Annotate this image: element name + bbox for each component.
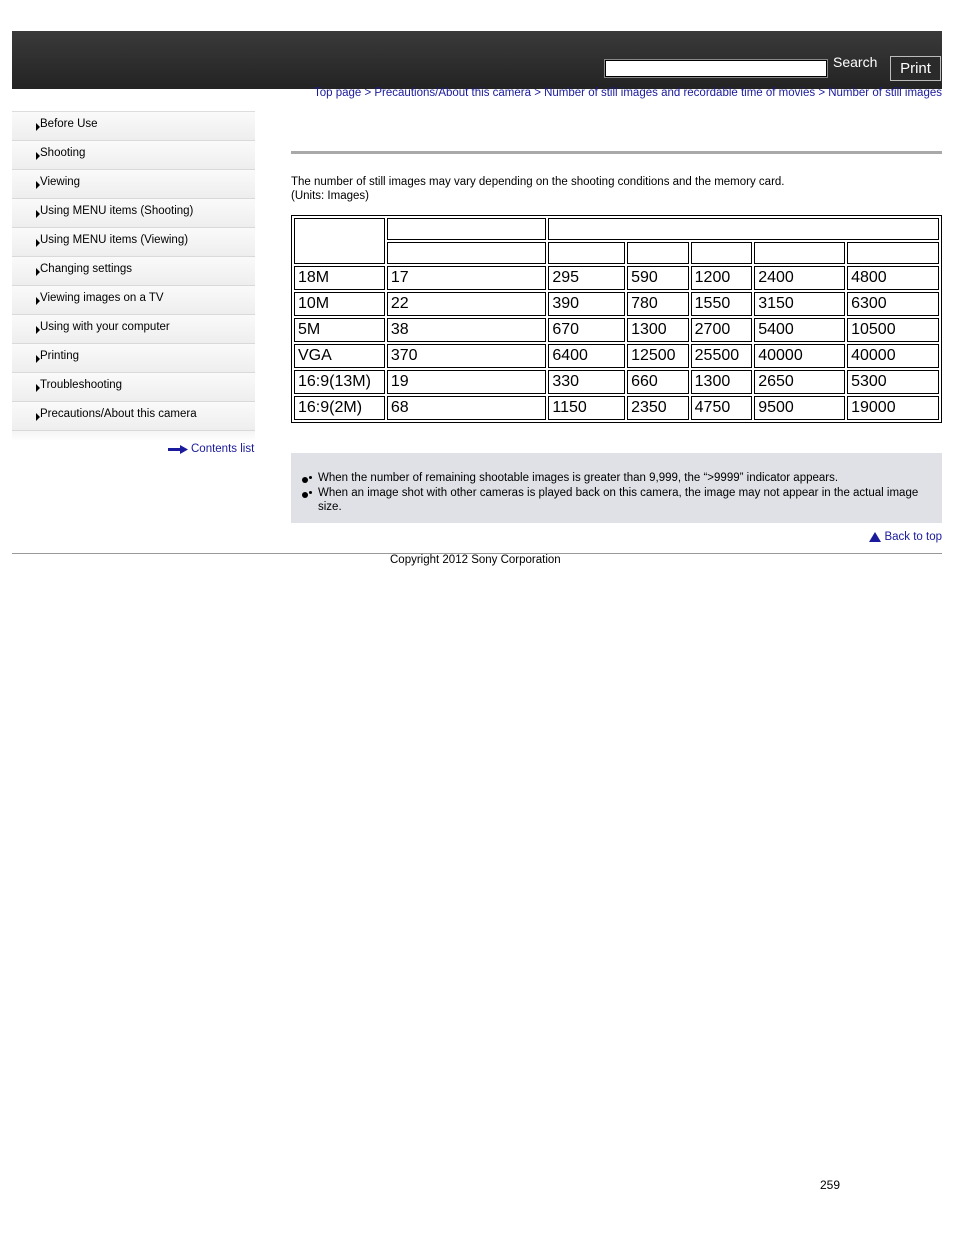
copyright: Copyright 2012 Sony Corporation <box>390 554 561 566</box>
sidebar-item-label: Viewing <box>40 176 81 188</box>
table-cell: 1300 <box>627 318 689 342</box>
table-cell: 19000 <box>847 396 939 420</box>
intro-line: The number of still images may vary depending on the shooting conditions and the memory card. <box>291 176 785 188</box>
table-cell: 2650 <box>754 370 845 394</box>
sidebar-bottom <box>12 431 255 441</box>
table-cell: 2700 <box>691 318 753 342</box>
sidebar-item-changing-settings[interactable] <box>12 257 255 286</box>
sidebar-item-label: Changing settings <box>40 263 133 275</box>
sidebar-item-using-with-computer[interactable] <box>12 315 255 344</box>
sidebar-item-troubleshooting[interactable] <box>12 373 255 402</box>
table-cell: 5300 <box>847 370 939 394</box>
units-note: (Units: Images) <box>291 190 369 202</box>
intro-text <box>291 175 785 203</box>
sidebar-item-label: Before Use <box>40 118 98 130</box>
triangle-right-icon <box>36 123 40 131</box>
triangle-right-icon <box>36 239 40 247</box>
note-item <box>301 486 930 515</box>
table-cell: 6300 <box>847 292 939 316</box>
table-row <box>294 344 939 368</box>
header-cell <box>387 242 547 264</box>
header-cell <box>387 218 547 240</box>
header-cell <box>548 218 939 240</box>
note-item <box>301 471 930 486</box>
table-cell: 1300 <box>691 370 753 394</box>
table-cell: 10500 <box>847 318 939 342</box>
table-cell: 40000 <box>847 344 939 368</box>
triangle-right-icon <box>36 268 40 276</box>
sidebar-item-label: Precautions/About this camera <box>40 408 197 420</box>
table-cell: 19 <box>387 370 547 394</box>
page-number: 259 <box>820 1178 841 1192</box>
table-cell: 12500 <box>627 344 689 368</box>
header-cell <box>847 242 939 264</box>
triangle-up-icon <box>869 532 881 542</box>
table-cell: 9500 <box>754 396 845 420</box>
table-cell: 22 <box>387 292 547 316</box>
sidebar-item-shooting[interactable] <box>12 141 255 170</box>
triangle-right-icon <box>36 326 40 334</box>
sidebar-item-menu-viewing[interactable] <box>12 228 255 257</box>
triangle-right-icon <box>36 181 40 189</box>
sidebar-item-before-use[interactable] <box>12 112 255 141</box>
triangle-right-icon <box>36 297 40 305</box>
table-row <box>294 318 939 342</box>
title-divider <box>291 151 942 154</box>
table-body <box>294 266 939 420</box>
breadcrumb <box>314 87 942 99</box>
header-cell <box>754 242 845 264</box>
still-images-table <box>291 215 942 423</box>
table-cell: 660 <box>627 370 689 394</box>
header-cell <box>691 242 753 264</box>
table-row <box>294 266 939 290</box>
header-cell <box>548 242 625 264</box>
table-cell: 780 <box>627 292 689 316</box>
table-cell: 670 <box>548 318 625 342</box>
table-cell: 2400 <box>754 266 845 290</box>
triangle-right-icon <box>36 355 40 363</box>
bullet-icon <box>301 471 318 485</box>
breadcrumb-top-page[interactable]: Top page <box>313 87 362 99</box>
table-row <box>294 396 939 420</box>
breadcrumb-separator: > <box>361 87 375 99</box>
table-header-row <box>294 242 939 264</box>
sidebar-item-label: Using MENU items (Viewing) <box>40 234 189 246</box>
bullet-icon <box>301 486 318 500</box>
table-cell: 5M <box>294 318 385 342</box>
sidebar-item-precautions[interactable] <box>12 402 255 431</box>
table-cell: 1150 <box>548 396 625 420</box>
table-cell: 10M <box>294 292 385 316</box>
table-cell: 17 <box>387 266 547 290</box>
contents-list-label: Contents list <box>191 443 255 455</box>
table-cell: 4750 <box>691 396 753 420</box>
note-text: When an image shot with other cameras is played back on this camera, the image may not appear in the actual image size. <box>318 486 919 513</box>
table-cell: 1550 <box>691 292 753 316</box>
table-row <box>294 370 939 394</box>
table-cell: 6400 <box>548 344 625 368</box>
table-cell: 5400 <box>754 318 845 342</box>
table-cell: 18M <box>294 266 385 290</box>
table-cell: 330 <box>548 370 625 394</box>
table-cell: VGA <box>294 344 385 368</box>
triangle-right-icon <box>36 413 40 421</box>
search-button[interactable]: Search <box>833 54 878 70</box>
sidebar-item-viewing[interactable] <box>12 170 255 199</box>
breadcrumb-separator: > <box>815 87 829 99</box>
sidebar-item-label: Shooting <box>40 147 86 159</box>
table-cell: 390 <box>548 292 625 316</box>
table-cell: 38 <box>387 318 547 342</box>
breadcrumb-number-of-still-images[interactable]: Number of still images <box>828 87 942 99</box>
table-cell: 370 <box>387 344 547 368</box>
table-row <box>294 292 939 316</box>
back-to-top-label: Back to top <box>884 531 942 543</box>
sidebar-item-viewing-on-tv[interactable] <box>12 286 255 315</box>
header-cell <box>627 242 689 264</box>
triangle-right-icon <box>36 384 40 392</box>
table-cell: 40000 <box>754 344 845 368</box>
note-text: When the number of remaining shootable images is greater than 9,999, the “>9999” indicator appears. <box>318 472 839 484</box>
breadcrumb-number-of-images-and-time[interactable]: Number of still images and recordable time of movies <box>544 87 816 99</box>
table-cell: 68 <box>387 396 547 420</box>
table-cell: 16:9(13M) <box>294 370 385 394</box>
table-cell: 4800 <box>847 266 939 290</box>
sidebar-item-label: Viewing images on a TV <box>40 292 164 304</box>
contents-list-link[interactable] <box>168 443 254 455</box>
table-cell: 16:9(2M) <box>294 396 385 420</box>
breadcrumb-precautions[interactable]: Precautions/About this camera <box>374 87 531 99</box>
header-cell <box>294 218 385 264</box>
table-header-row <box>294 218 939 240</box>
table-cell: 25500 <box>691 344 753 368</box>
arrow-right-icon <box>168 445 188 454</box>
sidebar <box>12 111 255 441</box>
table-cell: 295 <box>548 266 625 290</box>
sidebar-item-menu-shooting[interactable] <box>12 199 255 228</box>
triangle-right-icon <box>36 210 40 218</box>
table-cell: 590 <box>627 266 689 290</box>
sidebar-item-label: Printing <box>40 350 79 362</box>
table-cell: 1200 <box>691 266 753 290</box>
sidebar-item-printing[interactable] <box>12 344 255 373</box>
breadcrumb-separator: > <box>531 87 545 99</box>
sidebar-item-label: Using MENU items (Shooting) <box>40 205 194 217</box>
search-input[interactable] <box>604 59 828 78</box>
back-to-top-link[interactable] <box>869 531 942 543</box>
table-cell: 2350 <box>627 396 689 420</box>
notes-box <box>291 453 942 523</box>
sidebar-item-label: Using with your computer <box>40 321 170 333</box>
print-button[interactable]: Print <box>890 56 941 81</box>
table-cell: 3150 <box>754 292 845 316</box>
triangle-right-icon <box>36 152 40 160</box>
sidebar-item-label: Troubleshooting <box>40 379 123 391</box>
